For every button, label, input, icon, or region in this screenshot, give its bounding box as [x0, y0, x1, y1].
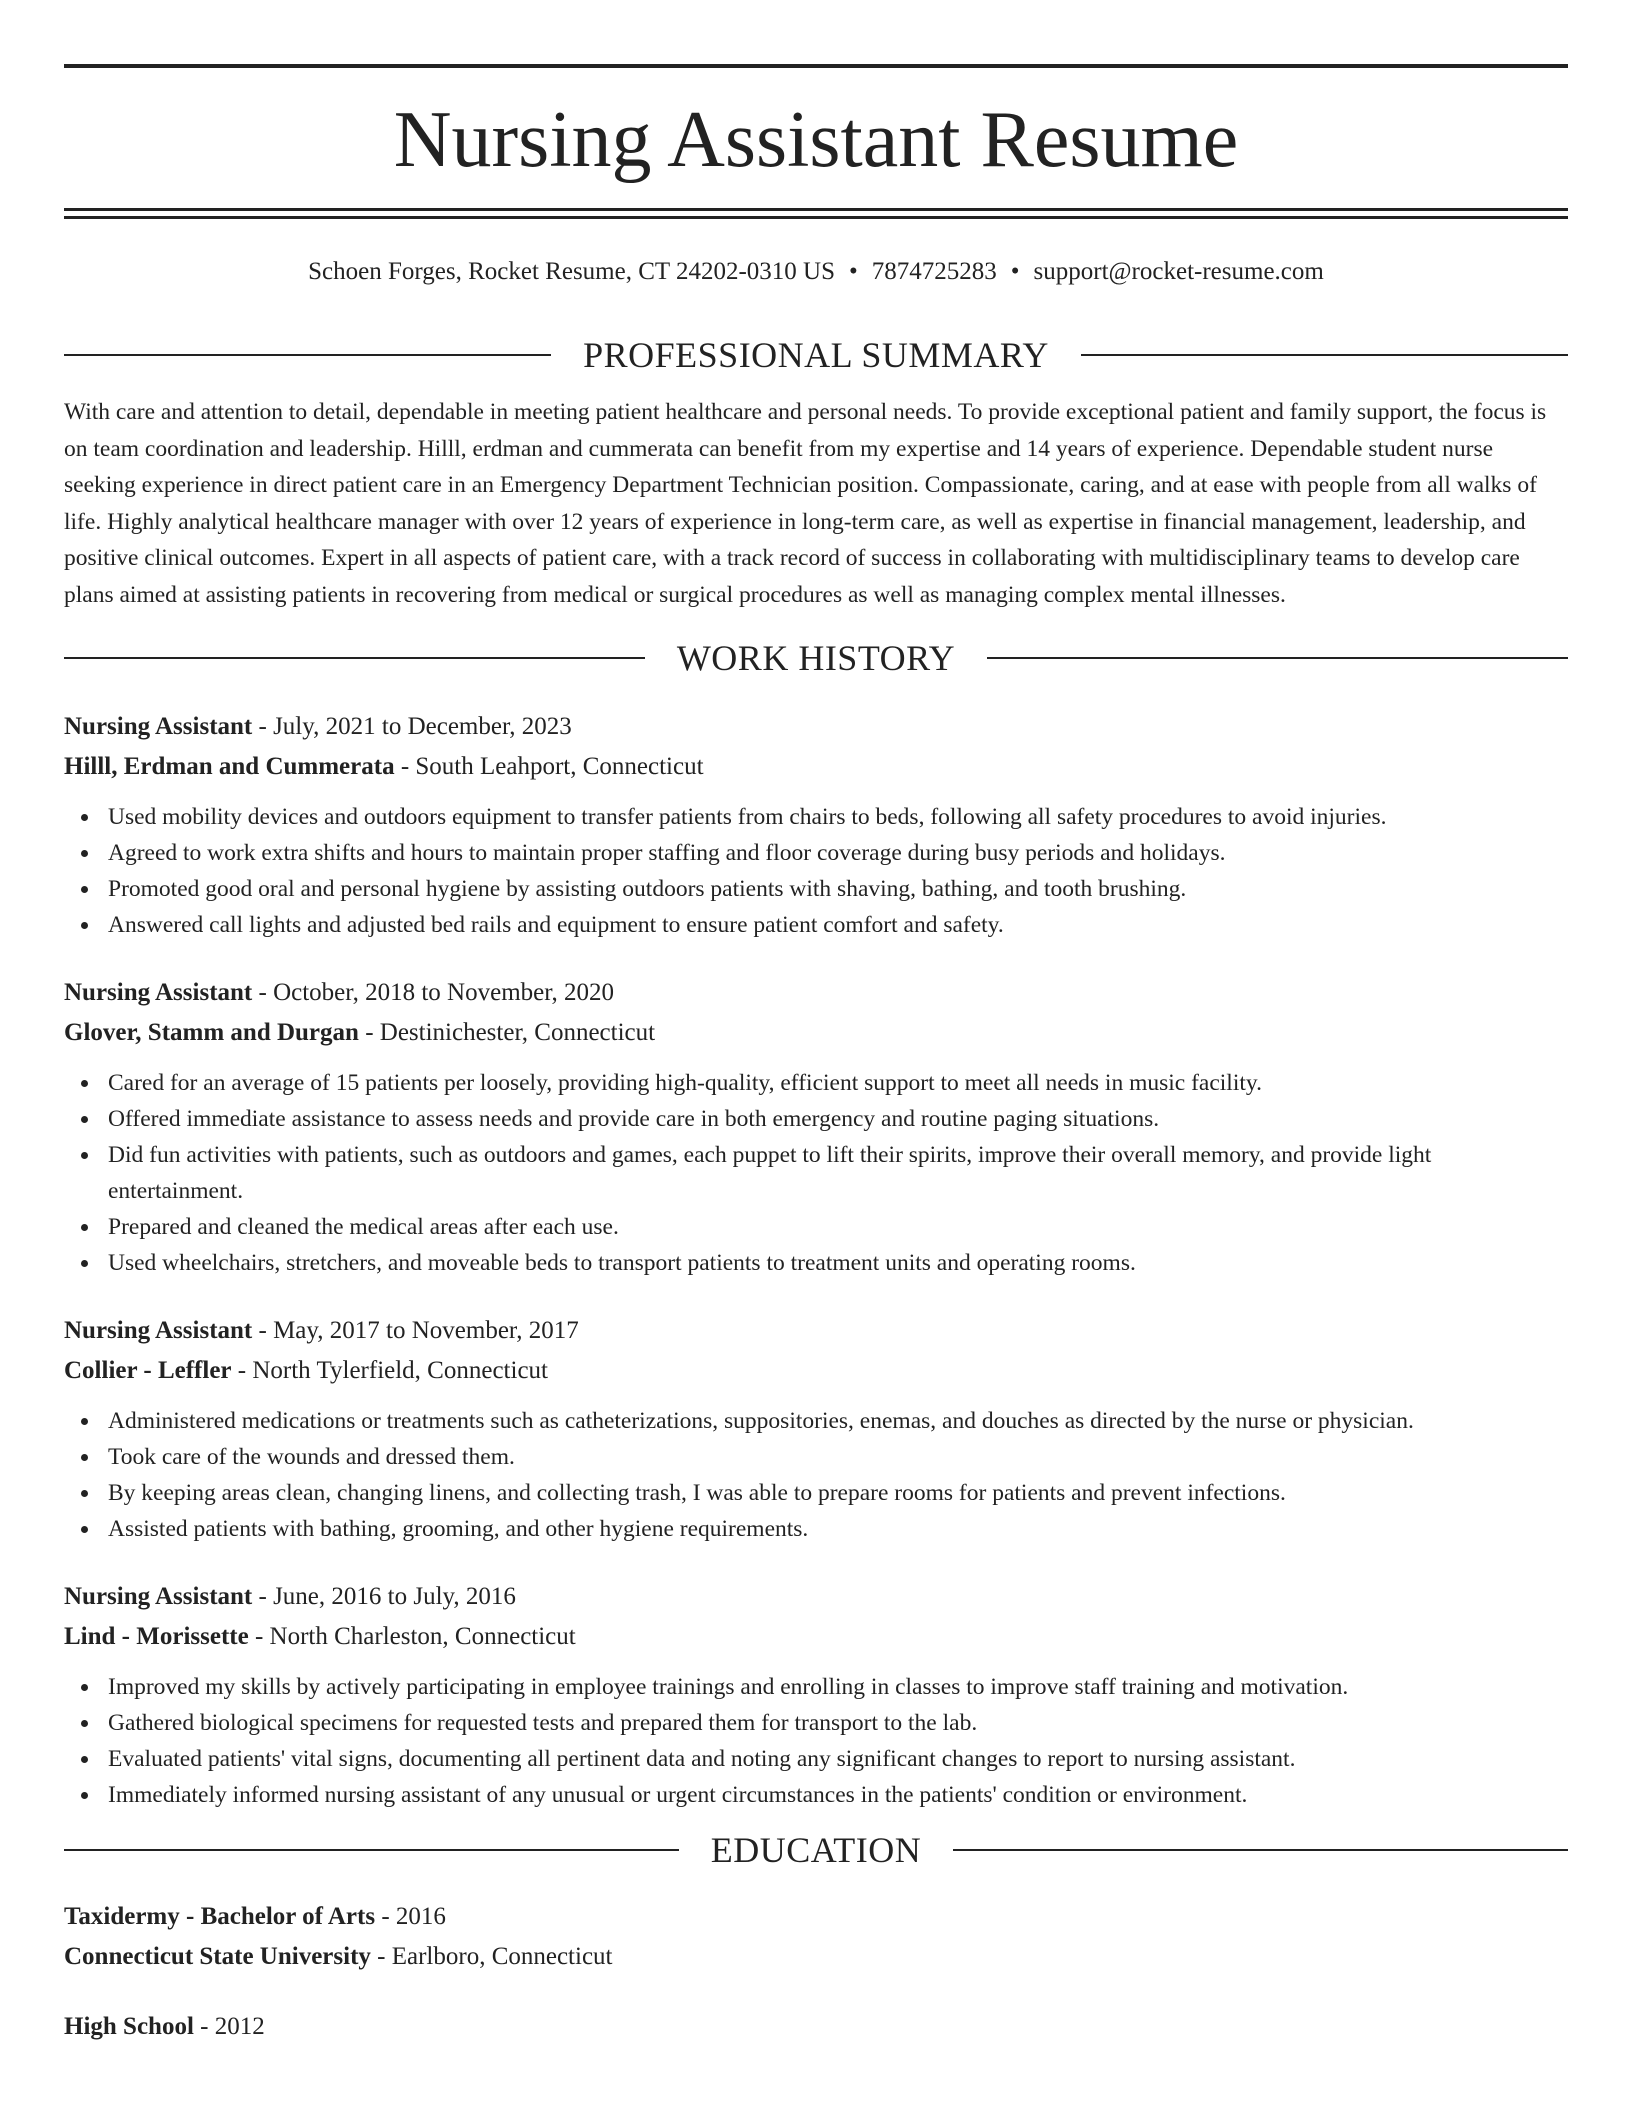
job-entry: [64, 707, 1568, 943]
contact-phone: 7874725283: [871, 258, 997, 285]
job-title: Nursing Assistant: [64, 979, 253, 1006]
education-entry: [64, 1897, 1568, 1977]
heading-rule-right: [987, 657, 1568, 659]
job-duty-item: Used mobility devices and outdoors equipment to transfer patients from chairs to beds, following all safety procedures to avoid injuries.: [64, 799, 1568, 835]
job-duties-list: [64, 799, 1568, 943]
page-title: Nursing Assistant Resume: [393, 96, 1239, 184]
job-title: Nursing Assistant: [64, 713, 253, 740]
contact-separator: •: [849, 258, 858, 285]
job-title-line: [64, 1577, 1568, 1617]
job-duty-item: Immediately informed nursing assistant of any unusual or urgent circumstances in the patients' condition or environment.: [64, 1777, 1568, 1813]
job-duty-item: Evaluated patients' vital signs, documenting all pertinent data and noting any significant changes to report to nursing assistant.: [64, 1741, 1568, 1777]
education-location: - Earlboro, Connecticut: [370, 1943, 613, 1970]
job-duty-item: Prepared and cleaned the medical areas after each use.: [64, 1209, 1568, 1245]
job-title-line: [64, 1311, 1568, 1351]
summary-heading-label: PROFESSIONAL SUMMARY: [583, 335, 1049, 375]
job-location: - North Charleston, Connecticut: [248, 1623, 576, 1650]
job-duty-item: By keeping areas clean, changing linens, and collecting trash, I was able to prepare rooms for patients and prevent infections.: [64, 1475, 1568, 1511]
heading-rule-left: [64, 1849, 679, 1851]
heading-rule-left: [64, 354, 551, 356]
contact-email: support@rocket-resume.com: [1033, 258, 1324, 285]
contact-line: [64, 254, 1568, 290]
job-company: Lind - Morissette: [64, 1623, 249, 1650]
job-dates: - June, 2016 to July, 2016: [252, 1583, 516, 1610]
job-company-line: [64, 1013, 1568, 1053]
education-degree: High School: [64, 2013, 194, 2040]
job-dates: - July, 2021 to December, 2023: [252, 713, 572, 740]
contact-separator: •: [1010, 258, 1020, 285]
job-dates: - May, 2017 to November, 2017: [252, 1317, 579, 1344]
heading-rule-left: [64, 657, 645, 659]
job-duty-item: Promoted good oral and personal hygiene by assisting outdoors patients with shaving, bathing, and tooth brushing.: [64, 871, 1568, 907]
job-company-line: [64, 1351, 1568, 1391]
title-rule-upper: [64, 208, 1568, 211]
summary-section-heading: [64, 330, 1568, 380]
job-location: - South Leahport, Connecticut: [394, 753, 704, 780]
job-duty-item: Answered call lights and adjusted bed rails and equipment to ensure patient comfort and safety.: [64, 907, 1568, 943]
job-duty-item: Gathered biological specimens for requested tests and prepared them for transport to the lab.: [64, 1705, 1568, 1741]
job-duty-item: Improved my skills by actively participating in employee trainings and enrolling in classes to improve staff training and motivation.: [64, 1669, 1568, 1705]
job-title-line: [64, 973, 1568, 1013]
job-title: Nursing Assistant: [64, 1317, 253, 1344]
work-section-heading: [64, 633, 1568, 683]
job-title-line: [64, 707, 1568, 747]
job-duty-item: Took care of the wounds and dressed them.: [64, 1439, 1568, 1475]
job-duty-item: Did fun activities with patients, such as outdoors and games, each puppet to lift their spirits, improve their overall memory, and provide light entertainment.: [64, 1137, 1568, 1209]
title-rule-lower: [64, 216, 1568, 219]
education-school: Connecticut State University: [64, 1943, 371, 1970]
job-company: Glover, Stamm and Durgan: [64, 1019, 359, 1046]
job-entry: [64, 1311, 1568, 1547]
job-duties-list: [64, 1403, 1568, 1547]
top-rule: [64, 64, 1568, 68]
job-title: Nursing Assistant: [64, 1583, 253, 1610]
job-location: - North Tylerfield, Connecticut: [231, 1357, 548, 1384]
job-entry: [64, 1577, 1568, 1813]
job-duty-item: Agreed to work extra shifts and hours to maintain proper staffing and floor coverage during busy periods and holidays.: [64, 835, 1568, 871]
education-entry: [64, 2007, 1568, 2047]
education-section-heading: [64, 1825, 1568, 1875]
job-duty-item: Offered immediate assistance to assess needs and provide care in both emergency and routine paging situations.: [64, 1101, 1568, 1137]
job-duty-item: Used wheelchairs, stretchers, and moveable beds to transport patients to treatment units and operating rooms.: [64, 1245, 1568, 1281]
education-degree-line: [64, 2007, 1568, 2047]
professional-summary-text: With care and attention to detail, dependable in meeting patient healthcare and personal needs. To provide exceptional patient and family support, the focus is on team coordination and leadership. Hilll, erdman and cummerata can benefit from my expertise and 14 years of experience. Dependable student nurse seeking experience in direct patient care in an Emergency Department Technician position. Compassionate, caring, and at ease with people from all walks of life. Highly analytical healthcare manager with over 12 years of experience in long-term care, as well as expertise in financial management, leadership, and positive clinical outcomes. Expert in all aspects of patient care, with a track record of success in collaborating with multidisciplinary teams to develop care plans aimed at assisting patients in recovering from medical or surgical procedures as well as managing complex mental illnesses.: [64, 399, 1547, 608]
job-entry: [64, 973, 1568, 1281]
heading-rule-right: [1081, 354, 1568, 356]
education-heading-label: EDUCATION: [710, 1830, 922, 1870]
heading-rule-right: [953, 1849, 1568, 1851]
education-degree: Taxidermy - Bachelor of Arts: [64, 1903, 376, 1930]
contact-address: Schoen Forges, Rocket Resume, CT 24202-0310 US: [308, 258, 835, 285]
job-company: Collier - Leffler: [64, 1357, 232, 1384]
job-duties-list: [64, 1669, 1568, 1813]
education-school-line: [64, 1937, 1568, 1977]
job-duty-item: Assisted patients with bathing, grooming, and other hygiene requirements.: [64, 1511, 1568, 1547]
job-duties-list: [64, 1065, 1568, 1281]
job-dates: - October, 2018 to November, 2020: [252, 979, 615, 1006]
job-company-line: [64, 1617, 1568, 1657]
job-duty-item: Cared for an average of 15 patients per loosely, providing high-quality, efficient support to meet all needs in music facility.: [64, 1065, 1568, 1101]
job-company-line: [64, 747, 1568, 787]
work-heading-label: WORK HISTORY: [676, 638, 956, 678]
job-location: - Destinichester, Connecticut: [358, 1019, 656, 1046]
resume-body: [64, 330, 1568, 2047]
education-year: - 2012: [193, 2013, 265, 2040]
education-year: - 2016: [375, 1903, 446, 1930]
education-degree-line: [64, 1897, 1568, 1937]
job-duty-item: Administered medications or treatments such as catheterizations, suppositories, enemas, and douches as directed by the nurse or physician.: [64, 1403, 1568, 1439]
job-company: Hilll, Erdman and Cummerata: [64, 753, 395, 780]
